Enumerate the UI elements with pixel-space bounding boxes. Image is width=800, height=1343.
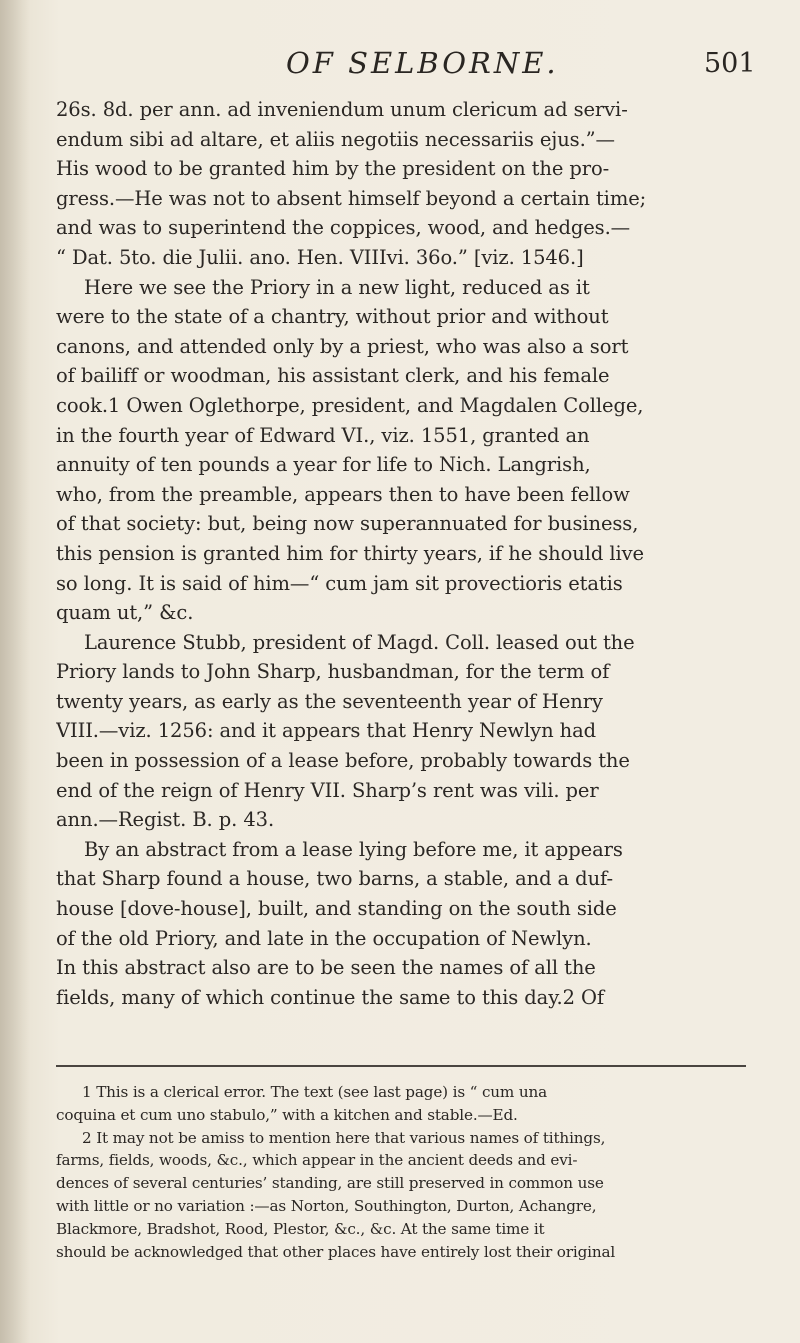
text-line: canons, and attended only by a priest, who was also a sort [56,334,629,358]
text-line: twenty years, as early as the seventeenth year of Henry [56,689,603,713]
footnote-line: farms, fields, woods, &c., which appear in the ancient deeds and evi- [56,1151,578,1170]
footnotes [56,1081,746,1263]
text-line: Here we see the Priory in a new light, reduced as it [84,275,590,299]
text-line: quam ut,” &c. [56,601,194,625]
footnote-line: dences of several centuries’ standing, are still preserved in common use [56,1174,604,1193]
text-line: Laurence Stubb, president of Magd. Coll. leased out the [84,630,635,654]
text-line: gress.—He was not to absent himself beyond a certain time; [56,186,647,210]
footnote-line: should be acknowledged that other places have entirely lost their original [56,1242,616,1261]
text-line: In this abstract also are to be seen the names of all the [56,956,596,980]
text-line: Priory lands to John Sharp, husbandman, for the term of [56,660,610,684]
text-line: of that society: but, being now superannuated for business, [56,512,639,536]
page-number: 501 [704,48,756,79]
text-line: who, from the preamble, appears then to have been fellow [56,482,630,506]
text-line: that Sharp found a house, two barns, a stable, and a duf- [56,867,613,891]
text-line: in the fourth year of Edward VI., viz. 1551, granted an [56,423,590,447]
footnote-line: Blackmore, Bradshot, Rood, Plestor, &c., &c. At the same time it [56,1219,545,1238]
text-line: “ Dat. 5to. die Julii. ano. Hen. VIIIvi. 36o.” [viz. 1546.] [56,245,584,269]
footnote-rule [56,1065,746,1067]
footnote-line: 2 It may not be amiss to mention here that various names of tithings, [82,1128,606,1147]
text-line: annuity of ten pounds a year for life to Nich. Langrish, [56,453,591,477]
footnote-line: with little or no variation :—as Norton, Southington, Durton, Achangre, [56,1196,597,1215]
text-line: cook.1 Owen Oglethorpe, president, and Magdalen College, [56,393,644,417]
page-gutter-shadow [0,0,30,1343]
text-line: end of the reign of Henry VII. Sharp’s rent was vili. per [56,778,599,802]
running-head [0,46,800,86]
text-line: 26s. 8d. per ann. ad inveniendum unum clericum ad servi- [56,98,628,121]
text-line: house [dove-house], built, and standing on the south side [56,897,617,921]
text-line: fields, many of which continue the same to this day.2 Of [56,985,605,1009]
text-line: of the old Priory, and late in the occupation of Newlyn. [56,926,592,950]
running-title: OF SELBORNE. [286,46,559,80]
text-line: of bailiff or woodman, his assistant clerk, and his female [56,364,610,388]
text-line: By an abstract from a lease lying before me, it appears [84,837,623,861]
text-line: ann.—Regist. B. p. 43. [56,808,275,832]
footnote-line: 1 This is a clerical error. The text (see last page) is “ cum una [82,1083,548,1101]
text-line: were to the state of a chantry, without prior and without [56,305,609,329]
body-text [56,95,746,1012]
text-line: endum sibi ad altare, et aliis negotiis necessariis ejus.”— [56,127,615,151]
text-line: so long. It is said of him—“ cum jam sit provectioris etatis [56,571,623,595]
text-line: His wood to be granted him by the president on the pro- [56,157,610,181]
text-line: and was to superintend the coppices, wood, and hedges.— [56,216,631,240]
text-line: been in possession of a lease before, probably towards the [56,749,630,773]
footnote-line: coquina et cum uno stabulo,” with a kitchen and stable.—Ed. [56,1105,518,1124]
text-line: this pension is granted him for thirty years, if he should live [56,541,644,565]
text-line: VIII.—viz. 1256: and it appears that Henry Newlyn had [56,719,596,743]
